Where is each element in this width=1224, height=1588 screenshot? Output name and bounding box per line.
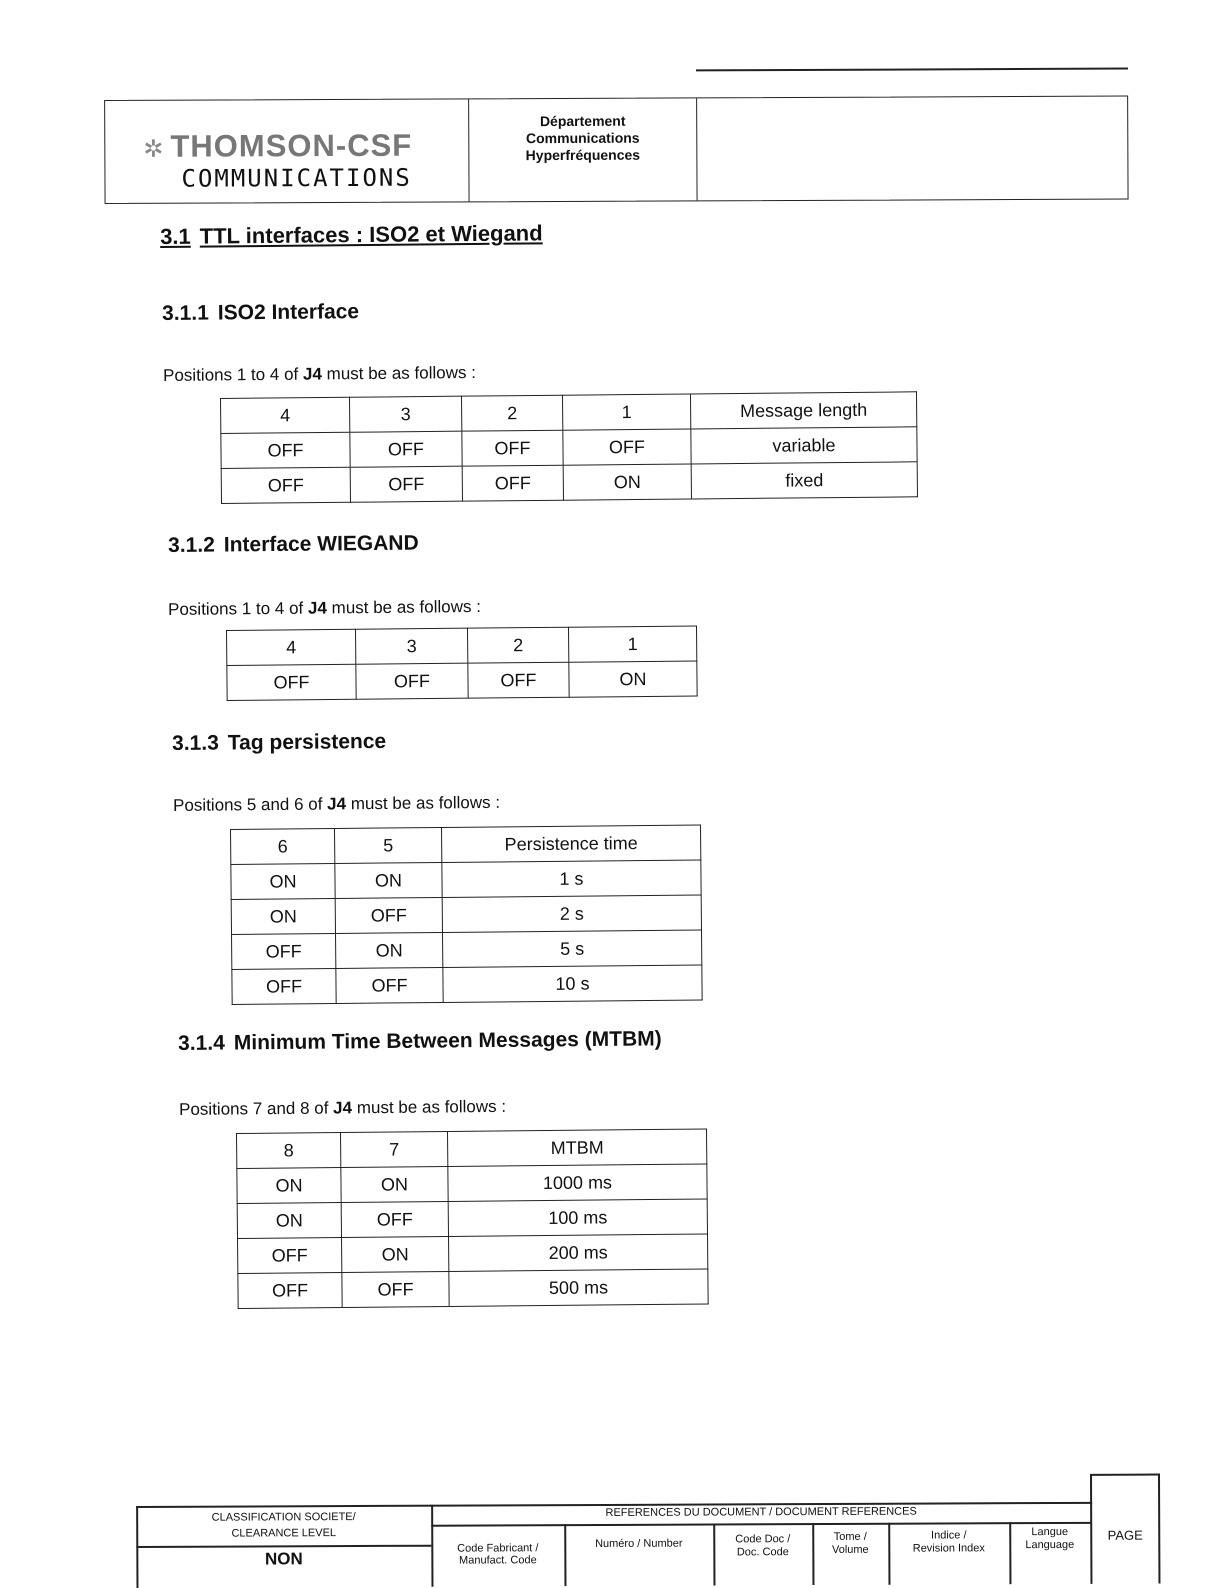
header-cell: 8 (237, 1132, 341, 1168)
subsection-number: 3.1.3 (172, 731, 219, 755)
header-cell: Message length (690, 392, 916, 429)
table-cell: OFF (336, 967, 443, 1003)
header-cell: Persistence time (441, 825, 700, 862)
table-cell: 2 s (442, 895, 701, 932)
clearance-label: CLASSIFICATION SOCIETE/ CLEARANCE LEVEL (211, 1511, 356, 1540)
table-cell: OFF (350, 431, 462, 467)
table-row (237, 1199, 707, 1239)
table-cell: ON (569, 661, 697, 697)
table-row (232, 930, 702, 970)
table-cell: OFF (462, 465, 563, 501)
header-cell: MTBM (447, 1129, 706, 1166)
subsection-title: Minimum Time Between Messages (MTBM) (233, 1027, 662, 1055)
department-line: Communications (525, 129, 640, 147)
table-row (231, 860, 701, 900)
department-line: Département (539, 112, 626, 130)
header-top-rule (696, 68, 1128, 71)
table-cell: ON (237, 1167, 341, 1203)
subsection-heading (162, 300, 359, 326)
table-cell: 500 ms (449, 1269, 708, 1306)
table-row (231, 895, 701, 935)
table-cell: ON (336, 932, 443, 968)
wiegand-switch-table (226, 625, 698, 701)
header-cell: 6 (231, 828, 335, 864)
table-cell: OFF (238, 1237, 342, 1273)
table-cell: OFF (468, 662, 569, 698)
company-logo (105, 99, 469, 203)
department-cell (469, 98, 697, 201)
subsection-title: ISO2 Interface (217, 300, 360, 325)
header-cell: 2 (467, 627, 568, 663)
thomson-emblem-icon: ✲ (143, 135, 165, 163)
table-cell: 1000 ms (448, 1164, 707, 1201)
clearance-value: NON (264, 1549, 303, 1569)
document-references-title: REFERENCES DU DOCUMENT / DOCUMENT REFERENCES (605, 1505, 917, 1519)
header-cell: 1 (568, 626, 696, 662)
table-cell: ON (563, 464, 691, 500)
company-division: COMMUNICATIONS (181, 163, 412, 193)
mtbm-switch-table (236, 1128, 709, 1309)
department-line: Hyperfréquences (525, 146, 641, 164)
table-cell: ON (237, 1202, 341, 1238)
header-cell: 1 (562, 394, 690, 430)
subsection-number: 3.1.4 (178, 1031, 225, 1055)
document-footer (136, 1474, 1160, 1588)
table-cell: 5 s (443, 930, 702, 967)
doc-code-label: Code Doc / Doc. Code (735, 1533, 791, 1559)
company-name: THOMSON-CSF (170, 127, 413, 164)
persistence-switch-table (230, 824, 703, 1005)
table-cell: 10 s (443, 965, 702, 1002)
intro-paragraph: Positions 1 to 4 of J4 must be as follows : (163, 362, 476, 385)
table-cell: fixed (691, 462, 917, 499)
table-header-row (237, 1129, 707, 1169)
table-cell: OFF (356, 663, 468, 699)
section-heading (160, 220, 543, 250)
manufacturer-code-label: Code Fabricant / Manufact. Code (457, 1542, 539, 1567)
intro-paragraph: Positions 1 to 4 of J4 must be as follows : (168, 596, 481, 619)
subsection-number: 3.1.1 (162, 301, 209, 325)
table-cell: variable (691, 427, 917, 464)
subsection-title: Tag persistence (227, 729, 387, 755)
table-cell: OFF (232, 933, 336, 969)
header-cell: 5 (335, 827, 442, 863)
language-label: Langue Language (1025, 1525, 1075, 1552)
table-cell: OFF (232, 968, 336, 1004)
table-row (232, 965, 702, 1005)
section-number: 3.1 (160, 223, 191, 249)
table-cell: OFF (335, 897, 442, 933)
table-row (221, 462, 917, 504)
table-header-row (231, 825, 701, 865)
revision-index-label: Indice / Revision Index (912, 1529, 985, 1555)
subsection-title: Interface WIEGAND (223, 531, 419, 557)
table-cell: ON (335, 862, 442, 898)
table-cell: OFF (227, 664, 356, 700)
table-cell: ON (231, 863, 335, 899)
subsection-heading (172, 730, 386, 756)
table-cell: OFF (238, 1272, 342, 1308)
table-cell: 100 ms (448, 1199, 707, 1236)
number-label: Numéro / Number (595, 1537, 683, 1550)
subsection-number: 3.1.2 (168, 533, 215, 557)
header-cell: 3 (355, 628, 467, 664)
intro-paragraph: Positions 5 and 6 of J4 must be as follows : (173, 792, 501, 815)
table-row (238, 1269, 708, 1309)
subsection-heading (178, 1027, 662, 1056)
subsection-heading (168, 532, 419, 558)
header-cell: 2 (461, 395, 562, 431)
header-cell: 7 (341, 1131, 448, 1167)
table-cell: OFF (221, 467, 350, 503)
table-row (238, 1234, 708, 1274)
table-cell: 1 s (442, 860, 701, 897)
header-cell: 4 (227, 629, 356, 665)
table-cell: OFF (462, 430, 563, 466)
table-cell: ON (341, 1166, 448, 1202)
table-cell: ON (231, 898, 335, 934)
table-cell: OFF (563, 429, 691, 465)
table-row (237, 1164, 707, 1204)
table-cell: OFF (341, 1201, 448, 1237)
header-cell: 4 (221, 397, 350, 433)
table-cell: 200 ms (449, 1234, 708, 1271)
section-title: TTL interfaces : ISO2 et Wiegand (199, 220, 543, 249)
table-cell: OFF (342, 1271, 449, 1307)
document-header (104, 68, 1129, 204)
iso2-switch-table (220, 391, 918, 504)
header-box (104, 96, 1128, 204)
intro-paragraph: Positions 7 and 8 of J4 must be as follows : (179, 1096, 507, 1119)
table-cell: OFF (350, 466, 462, 502)
table-row (227, 661, 697, 701)
table-cell: ON (342, 1236, 449, 1272)
header-cell: 3 (349, 396, 461, 432)
table-cell: OFF (221, 432, 350, 468)
table-header-row (227, 626, 697, 666)
page-label: PAGE (1107, 1527, 1143, 1543)
volume-label: Tome / Volume (831, 1530, 869, 1556)
